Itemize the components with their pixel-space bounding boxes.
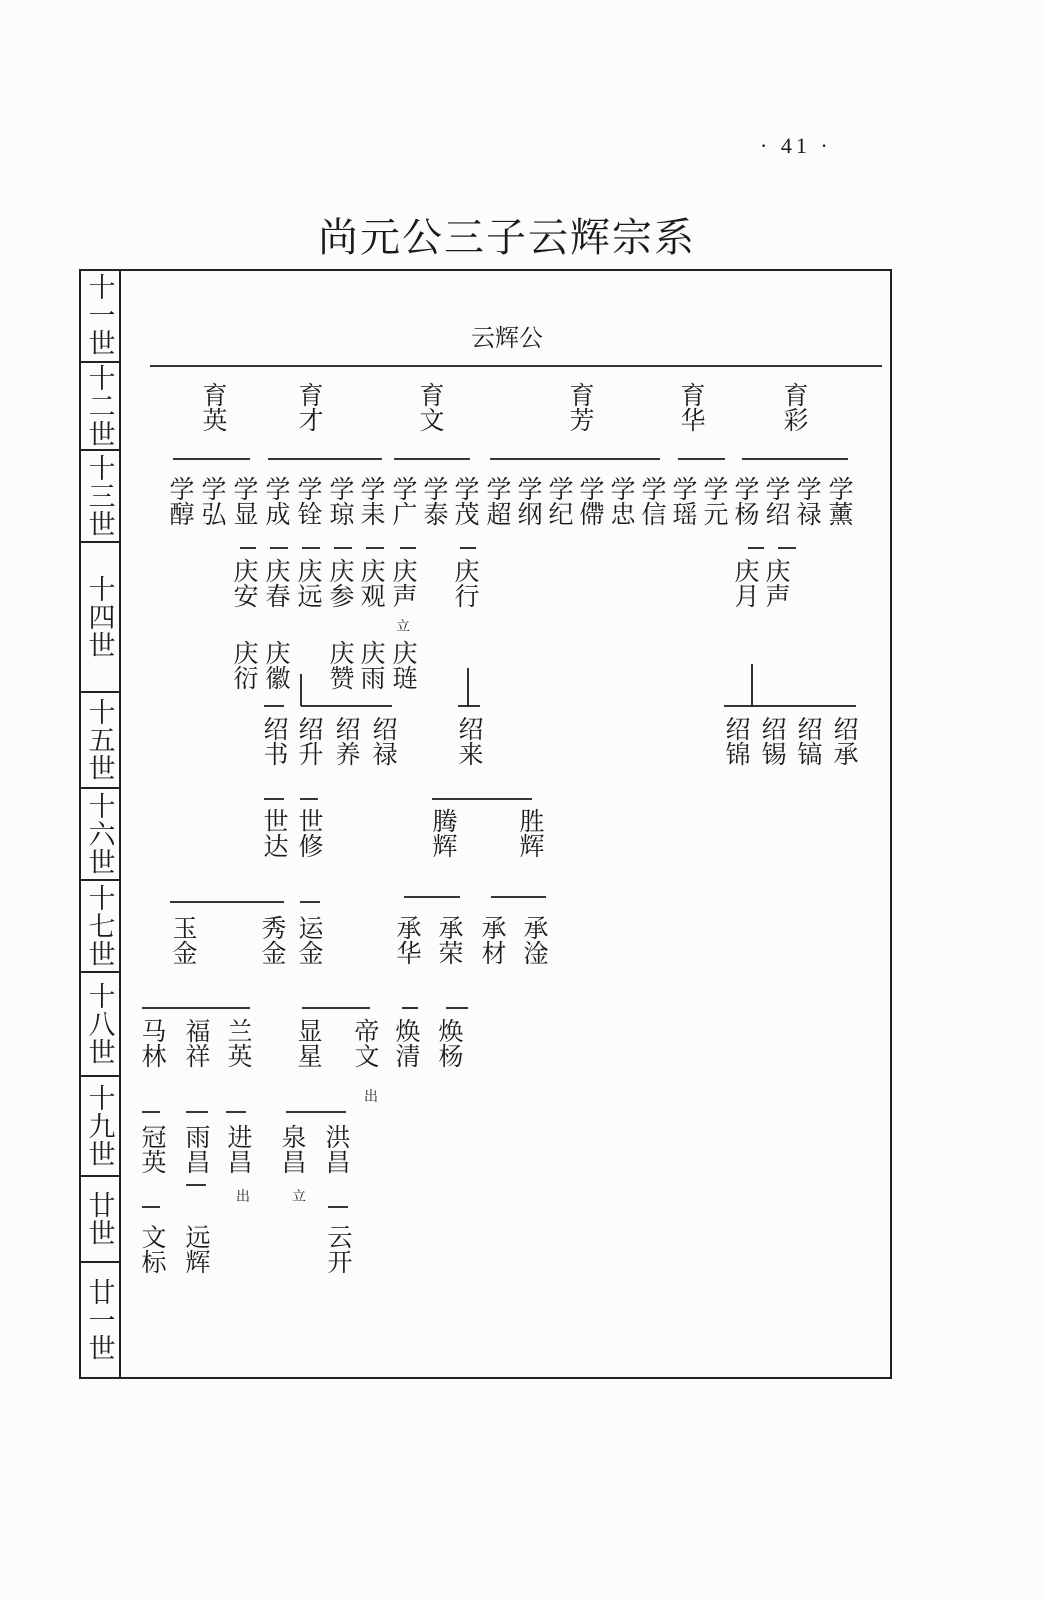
person-name: 冠英	[138, 1124, 167, 1174]
person-name: 显星	[294, 1018, 323, 1068]
person-name: 兰英	[224, 1018, 253, 1068]
person-name: 承荣	[435, 915, 464, 965]
person-name: 腾辉	[429, 808, 458, 858]
person-name: 学纪	[545, 476, 574, 526]
person-name: 绍镐	[794, 716, 823, 766]
person-name: 绍来	[455, 716, 484, 766]
annotation-note: 出	[236, 1189, 250, 1205]
person-name: 学僀	[576, 476, 605, 526]
person-name: 绍禄	[369, 716, 398, 766]
person-name: 世修	[295, 808, 324, 858]
person-name: 运金	[295, 915, 324, 965]
person-name: 胜辉	[516, 808, 545, 858]
person-name: 秀金	[258, 915, 287, 965]
person-name: 学成	[262, 476, 291, 526]
person-name: 庆参	[326, 558, 355, 608]
person-name: 学信	[638, 476, 667, 526]
person-name: 庆春	[262, 558, 291, 608]
gen-label: 十四世	[79, 543, 119, 693]
person-name: 承淦	[520, 915, 549, 965]
person-name: 学杨	[731, 476, 760, 526]
person-name: 雨昌	[182, 1124, 211, 1174]
person-name: 学广	[389, 476, 418, 526]
person-name: 庆月	[731, 558, 760, 608]
person-name: 焕杨	[435, 1018, 464, 1068]
person-name: 育才	[295, 382, 324, 432]
person-name: 绍升	[295, 716, 324, 766]
person-name: 庆远	[294, 558, 323, 608]
person-name: 学超	[483, 476, 512, 526]
person-name: 育彩	[780, 382, 809, 432]
person-name: 学醇	[166, 476, 195, 526]
person-name: 学纲	[514, 476, 543, 526]
person-name: 学薰	[825, 476, 854, 526]
person-name: 庆行	[451, 558, 480, 608]
annotation-note: 立	[396, 619, 410, 635]
person-name: 玉金	[169, 915, 198, 965]
person-name: 云开	[324, 1224, 353, 1274]
person-name: 承材	[478, 915, 507, 965]
gen-label: 十六世	[79, 789, 119, 881]
person-name: 学禄	[793, 476, 822, 526]
gen-label: 十七世	[79, 881, 119, 973]
person-name: 绍锦	[722, 716, 751, 766]
root-ancestor: 云辉公	[471, 324, 543, 352]
person-name: 学弘	[198, 476, 227, 526]
gen-label: 十五世	[79, 693, 119, 789]
person-name: 育文	[416, 382, 445, 432]
person-name: 学瑶	[669, 476, 698, 526]
person-name: 育英	[199, 382, 228, 432]
person-name: 绍锡	[758, 716, 787, 766]
person-name: 学耒	[357, 476, 386, 526]
person-name: 学泰	[420, 476, 449, 526]
person-name: 文标	[138, 1224, 167, 1274]
person-name: 育芳	[566, 382, 595, 432]
person-name: 庆声	[762, 558, 791, 608]
person-name: 学绍	[762, 476, 791, 526]
person-name: 庆安	[230, 558, 259, 608]
annotation-note: 出	[364, 1089, 378, 1105]
person-name: 育华	[677, 382, 706, 432]
person-name: 庆徽	[262, 640, 291, 690]
person-name: 远辉	[182, 1224, 211, 1274]
gen-label: 十二世	[79, 363, 119, 451]
person-name: 庆观	[357, 558, 386, 608]
person-name: 学显	[230, 476, 259, 526]
page-title: 尚元公三子云辉宗系	[318, 215, 696, 261]
person-name: 承华	[393, 915, 422, 965]
person-name: 绍承	[830, 716, 859, 766]
gen-label: 十三世	[79, 451, 119, 543]
person-name: 绍养	[332, 716, 361, 766]
gen-label: 十一世	[79, 269, 119, 363]
person-name: 泉昌	[278, 1124, 307, 1174]
person-name: 福祥	[182, 1018, 211, 1068]
annotation-note: 立	[292, 1189, 306, 1205]
person-name: 庆声	[389, 558, 418, 608]
person-name: 庆衍	[230, 640, 259, 690]
person-name: 庆琏	[389, 640, 418, 690]
gen-label: 十九世	[79, 1077, 119, 1177]
person-name: 学茂	[451, 476, 480, 526]
gen-label: 廿一世	[83, 1278, 115, 1362]
person-name: 进昌	[224, 1124, 253, 1174]
person-name: 学忠	[607, 476, 636, 526]
person-name: 焕清	[392, 1018, 421, 1068]
person-name: 庆赞	[326, 640, 355, 690]
person-name: 学铨	[294, 476, 323, 526]
person-name: 世达	[260, 808, 289, 858]
person-name: 帝文	[351, 1018, 380, 1068]
person-name: 马林	[138, 1018, 167, 1068]
person-name: 学琼	[326, 476, 355, 526]
page-number: · 41 ·	[760, 133, 832, 158]
gen-label: 十八世	[79, 973, 119, 1077]
person-name: 洪昌	[322, 1124, 351, 1174]
person-name: 绍书	[260, 716, 289, 766]
person-name: 学元	[700, 476, 729, 526]
person-name: 庆雨	[357, 640, 386, 690]
gen-label: 廿世	[79, 1177, 119, 1263]
